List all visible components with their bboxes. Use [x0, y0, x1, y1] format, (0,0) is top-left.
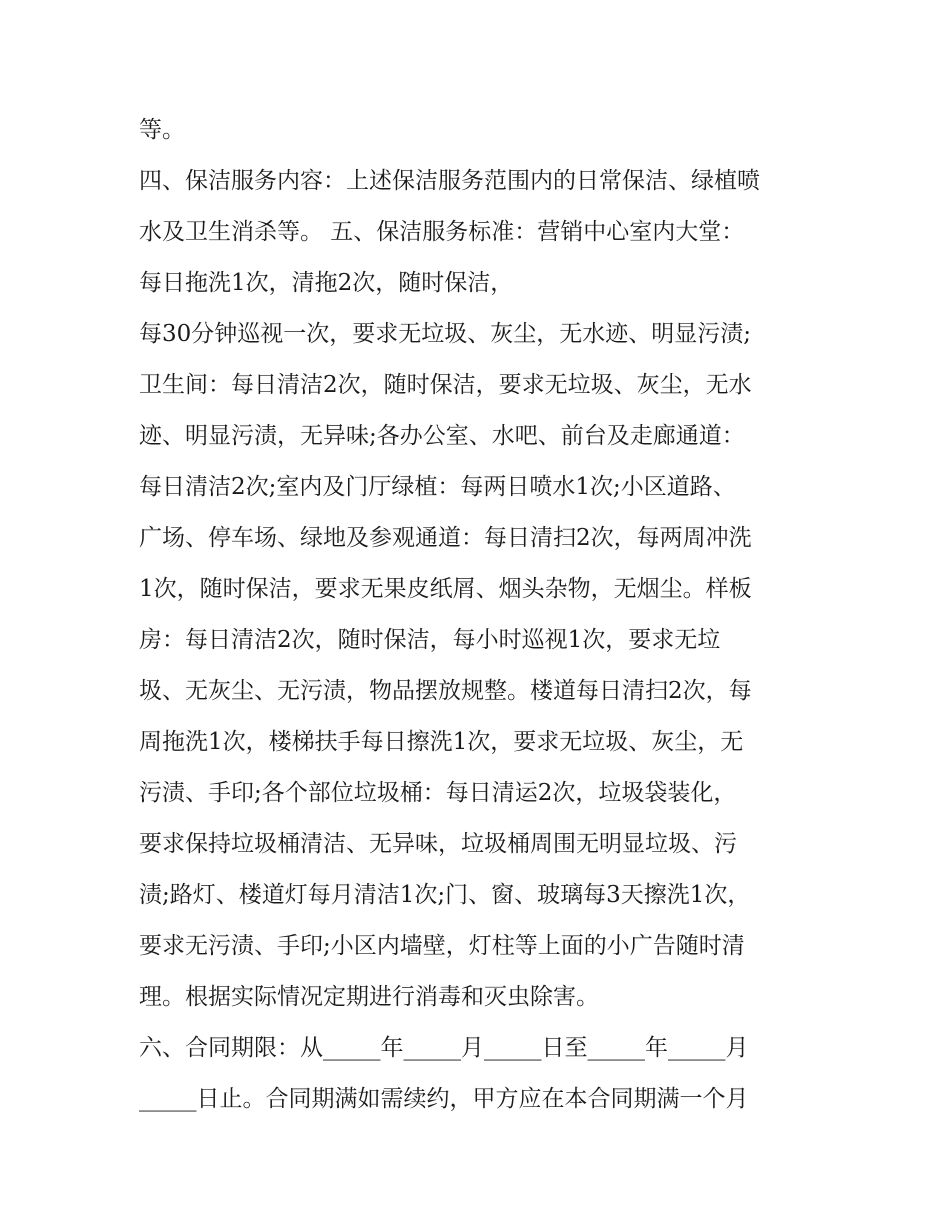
text-line: 水及卫生消杀等。 五、保洁服务标准：营销中心室内大堂： — [139, 219, 745, 245]
text-line: 房：每日清洁2次，随时保洁，每小时巡视1次，要求无垃 — [139, 627, 721, 653]
text-line: _____日止。合同期满如需续约，甲方应在本合同期满一个月 — [139, 1086, 749, 1112]
contract-text-body — [139, 105, 819, 1125]
text-line: 每日清洁2次;室内及门厅绿植：每两日喷水1次;小区道路、 — [139, 474, 736, 500]
text-line: 卫生间：每日清洁2次，随时保洁，要求无垃圾、灰尘，无水 — [139, 372, 752, 398]
text-line: 广场、停车场、绿地及参观通道：每日清扫2次，每两周冲洗 — [139, 525, 752, 551]
text-line: 迹、明显污渍，无异味;各办公室、水吧、前台及走廊通道： — [139, 423, 745, 449]
text-line: 渍;路灯、楼道灯每月清洁1次;门、窗、玻璃每3天擦洗1次， — [139, 882, 751, 908]
text-line: 每日拖洗1次，清拖2次，随时保洁， — [139, 270, 514, 296]
text-line: 四、保洁服务内容：上述保洁服务范围内的日常保洁、绿植喷 — [139, 168, 760, 194]
text-line: 要求无污渍、手印;小区内墙壁，灯柱等上面的小广告随时清 — [139, 933, 745, 959]
text-line: 每30分钟巡视一次，要求无垃圾、灰尘，无水迹、明显污渍; — [139, 321, 752, 347]
text-line: 理。根据实际情况定期进行消毒和灭虫除害。 — [139, 984, 599, 1010]
text-line: 六、合同期限：从_____年_____月_____日至_____年_____月 — [139, 1035, 749, 1061]
text-line: 要求保持垃圾桶清洁、无异味，垃圾桶周围无明显垃圾、污 — [139, 831, 737, 857]
text-line: 圾、无灰尘、无污渍，物品摆放规整。楼道每日清扫2次，每 — [139, 678, 752, 704]
text-line: 等。 — [139, 117, 185, 143]
text-line: 周拖洗1次，楼梯扶手每日擦洗1次，要求无垃圾、灰尘，无 — [139, 729, 744, 755]
text-line: 污渍、手印;各个部位垃圾桶：每日清运2次，垃圾袋装化， — [139, 780, 737, 806]
text-line: 1次，随时保洁，要求无果皮纸屑、烟头杂物，无烟尘。样板 — [139, 576, 752, 602]
